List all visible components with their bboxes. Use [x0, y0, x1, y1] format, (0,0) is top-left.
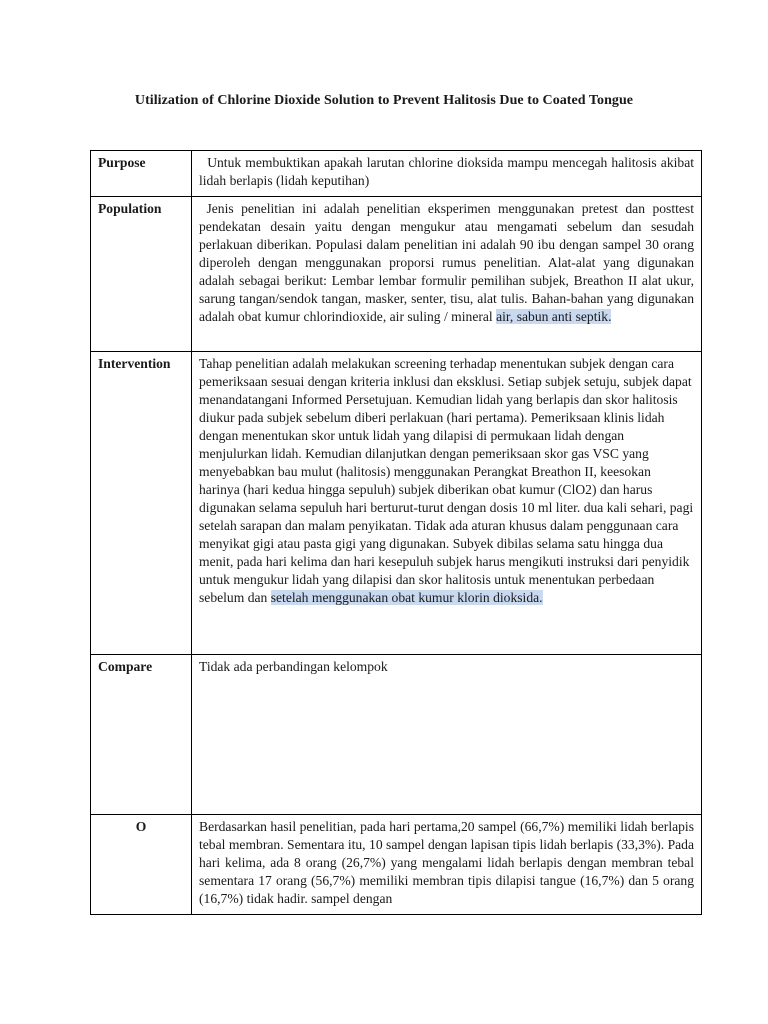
row-label-intervention: Intervention	[91, 352, 192, 655]
table-row-purpose	[91, 151, 702, 197]
row-label-purpose: Purpose	[91, 151, 192, 197]
row-content-population	[192, 197, 702, 352]
pico-table	[90, 150, 702, 915]
row-content-intervention	[192, 352, 702, 655]
population-text: Jenis penelitian ini adalah penelitian eksperimen menggunakan pretest dan posttest pendekatan desain yaitu dengan mengukur atau mengamati sebelum dan sesudah perlakuan diberikan. Populasi dalam penelitian ini adalah 90 ibu dengan sampel 30 orang diperoleh dengan menggunakan proporsi rumus penelitian. Alat-alat yang digunakan adalah sebagai berikut: Lembar lembar formulir pemilihan subjek, Breathon II alat ukur, sarung tangan/sendok tangan, masker, senter, tisu, alat tulis. Bahan-bahan yang digunakan adalah obat kumur chlorindioxide, air suling / mineral	[199, 201, 694, 324]
row-label-population: Population	[91, 197, 192, 352]
population-highlight: air, sabun anti septik.	[496, 309, 612, 324]
table-row-intervention	[91, 352, 702, 655]
row-label-o: O	[91, 815, 192, 915]
table-row-compare	[91, 655, 702, 815]
row-label-compare: Compare	[91, 655, 192, 815]
row-content-compare: Tidak ada perbandingan kelompok	[192, 655, 702, 815]
purpose-text: Untuk membuktikan apakah larutan chlorine dioksida mampu mencegah halitosis akibat lidah berlapis (lidah keputihan)	[199, 155, 694, 188]
intervention-highlight: setelah menggunakan obat kumur klorin dioksida.	[270, 590, 543, 605]
row-content-purpose	[192, 151, 702, 197]
o-text: Berdasarkan hasil penelitian, pada hari pertama,20 sampel (66,7%) memiliki lidah berlapis tebal membran. Sementara itu, 10 sampel dengan lapisan tipis lidah berlapis (33,3%). Pada hari kelima, ada 8 orang (26,7%) yang mengalami lidah berlapis dengan membran tebal sementara 17 orang (56,7%) memiliki membran tipis dilapisi tangue (16,7%) dan 5 orang (16,7%) tidak hadir. sampel dengan	[199, 819, 694, 906]
table-row-o	[91, 815, 702, 915]
document-title: Utilization of Chlorine Dioxide Solution to Prevent Halitosis Due to Coated Tongue	[134, 93, 634, 108]
intervention-text: Tahap penelitian adalah melakukan screening terhadap menentukan subjek dengan cara pemeriksaan sesuai dengan kriteria inklusi dan eksklusi. Setiap subjek setuju, subjek dapat menandatangani Informed Persetujuan. Kemudian lidah yang berlapis dan skor halitosis diukur pada subjek sebelum diberi perlakuan (hari pertama). Pemeriksaan klinis lidah dengan menentukan skor untuk lidah yang dilapisi di permukaan lidah dengan menjulurkan lidah. Kemudian dilanjutkan dengan pemeriksaan skor gas VSC yang menyebabkan bau mulut (halitosis) menggunakan Perangkat Breathon II, keesokan harinya (hari kedua hingga sepuluh) subjek diberikan obat kumur (ClO2) dan harus digunakan selama sepuluh hari berturut-turut dengan dosis 10 ml liter. dua kali sehari, pagi setelah sarapan dan malam penyikatan. Tidak ada aturan khusus dalam penggunaan cara menyikat gigi atau pasta gigi yang digunakan. Subyek dibilas selama satu hingga dua menit, pada hari kelima dan hari kesepuluh subjek harus mengikuti instruksi dari penyidik untuk mengukur lidah yang dilapisi dan skor halitosis untuk menentukan perbedaan sebelum dan	[199, 356, 694, 605]
row-content-o	[192, 815, 702, 915]
table-row-population	[91, 197, 702, 352]
